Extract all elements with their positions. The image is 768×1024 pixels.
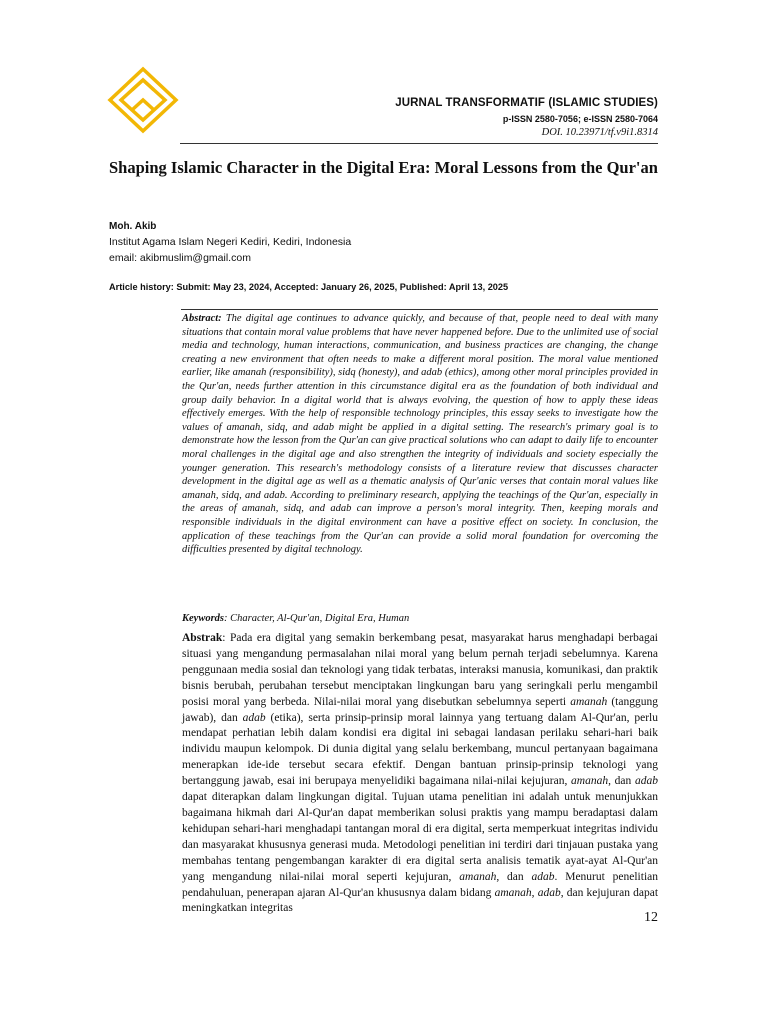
abstrak-term: adab: [537, 886, 561, 899]
header-divider: [180, 143, 658, 144]
article-history: Article history: Submit: May 23, 2024, Accepted: January 26, 2025, Published: April 13, 2025: [109, 282, 509, 292]
abstrak-term: amanah: [459, 870, 497, 883]
abstrak-text: . Menurut penelitian pendahuluan, penerapan ajaran Al-Qur'an khususnya dalam bidang: [182, 870, 658, 899]
doi-link[interactable]: DOI. 10.23971/tf.v9i1.8314: [541, 127, 658, 138]
keywords-label: Keywords: [182, 613, 224, 624]
abstrak-term: adab: [242, 711, 266, 724]
abstract-label: Abstract:: [182, 313, 222, 324]
abstrak-label: Abstrak: [182, 632, 223, 644]
abstrak-term: adab: [531, 870, 555, 883]
abstrak-text: ,: [531, 886, 538, 899]
abstrak-text: , dan kejujuran dapat meningkatkan integritas: [182, 886, 659, 915]
author-email[interactable]: email: akibmuslim@gmail.com: [109, 252, 251, 264]
issn-line: p-ISSN 2580-7056; e-ISSN 2580-7064: [502, 114, 658, 124]
article-title: Shaping Islamic Character in the Digital Era: Moral Lessons from the Qur'an: [109, 158, 658, 177]
author-affiliation: Institut Agama Islam Negeri Kediri, Kediri, Indonesia: [109, 236, 352, 248]
abstrak-term: amanah: [570, 695, 608, 708]
author-name: Moh. Akib: [109, 221, 157, 232]
abstrak-term: adab: [635, 775, 658, 788]
abstrak-text: , dan: [608, 775, 635, 788]
abstrak-text: , dan: [496, 870, 532, 883]
keywords-text: : Character, Al-Qur'an, Digital Era, Human: [224, 613, 410, 624]
page-number: 12: [644, 910, 658, 925]
journal-logo-icon: [107, 66, 179, 134]
abstrak-term: amanah: [494, 886, 532, 899]
journal-name: JURNAL TRANSFORMATIF (ISLAMIC STUDIES): [395, 97, 658, 109]
abstract-english: [182, 312, 658, 557]
abstrak-text: (etika), serta prinsip-prinsip moral lainnya yang tertuang dalam Al-Qur'an, perlu mendapat perhatian lebih dalam kondisi era digital ini sebagai landasan perilaku sehari-hari baik individu maupun kelompok. Di dunia digital yang selalu berkembang, muncul pertanyaan bagaimana menerapkan ide-ide tersebut secara efektif. Dengan bantuan prinsip-prinsip teknologi yang bertanggung jawab, esai ini berupaya menyelidiki bagaimana nilai-nilai kejujuran,: [182, 711, 658, 788]
abstract-divider: [181, 309, 658, 310]
keywords-line: [182, 613, 658, 624]
abstract-text: The digital age continues to advance quickly, and because of that, people need to deal with many situations that contain moral value problems that have never happened before. Due to the unlimited use of social media and technology, human interactions, communication, and business practices are changing, the change creating a new environment that often needs to make a different moral position. The moral value mentioned earlier, like amanah (responsibility), sidq (honesty), and adab (ethics), among other moral principles provided in the Qur'an, needs further attention in this circumstance digital era as the foundation of both individual and group daily behavior. In a digital world that is always evolving, the question of how to apply these ideas effectively emerges. With the help of responsible technology principles, this essay seeks to investigate how the values of amanah, sidq, and adab might be applied in a digital setting. The research's primary goal is to demonstrate how the lesson from the Qur'an can give practical solutions who can adapt to daily life to encounter moral challenges in the digital age and also strengthen the integrity of individuals and society especially the younger generation. This research's methodology consists of a literature review that discusses character development in the digital age as well as a thematic analysis of Qur'anic verses that contain moral values like amanah, sidq, and adab. According to preliminary research, applying the teachings of the Qur'an, especially in the areas of amanah, sidq, and adab can improve a person's moral integrity. Then, keeping morals and responsible individuals in the digital environment can have a positive effect on society. In conclusion, the application of these teachings from the Qur'an can provide a solid moral foundation for overcoming the difficulties presented by digital technology.: [182, 313, 658, 556]
abstrak-text: (tanggung jawab), dan: [182, 695, 658, 724]
abstrak-text: dapat diterapkan dalam lingkungan digital. Tujuan utama penelitian ini adalah untuk menunjukkan bagaimana hikmah dari Al-Qur'an dapat memberikan solusi praktis yang mampu beradaptasi dalam kehidupan sehari-hari menghadapi tantangan moral di era digital, serta memperkuat integritas individu dan masyarakat khususnya generasi muda. Metodologi penelitian ini terdiri dari tinjauan pustaka yang membahas tentang pengembangan karakter di era digital serta analisis tematik ayat-ayat Al-Qur'an yang mengandung nilai-nilai moral seperti kejujuran,: [182, 791, 658, 883]
abstract-indonesian: [182, 631, 658, 917]
abstrak-term: amanah: [571, 775, 609, 788]
abstrak-text: : Pada era digital yang semakin berkembang pesat, masyarakat harus menghadapi berbagai situasi yang mengandung permasalahan nilai moral yang belum pernah terjadi sebelumnya. Karena penggunaan media sosial dan teknologi yang tidak terbatas, interaksi manusia, komunikasi, dan praktik bisnis berubah, perubahan tersebut menciptakan lingkungan baru yang seringkali perlu mengambil posisi moral yang berbeda. Nilai-nilai moral yang disebutkan sebelumnya seperti: [182, 632, 658, 708]
